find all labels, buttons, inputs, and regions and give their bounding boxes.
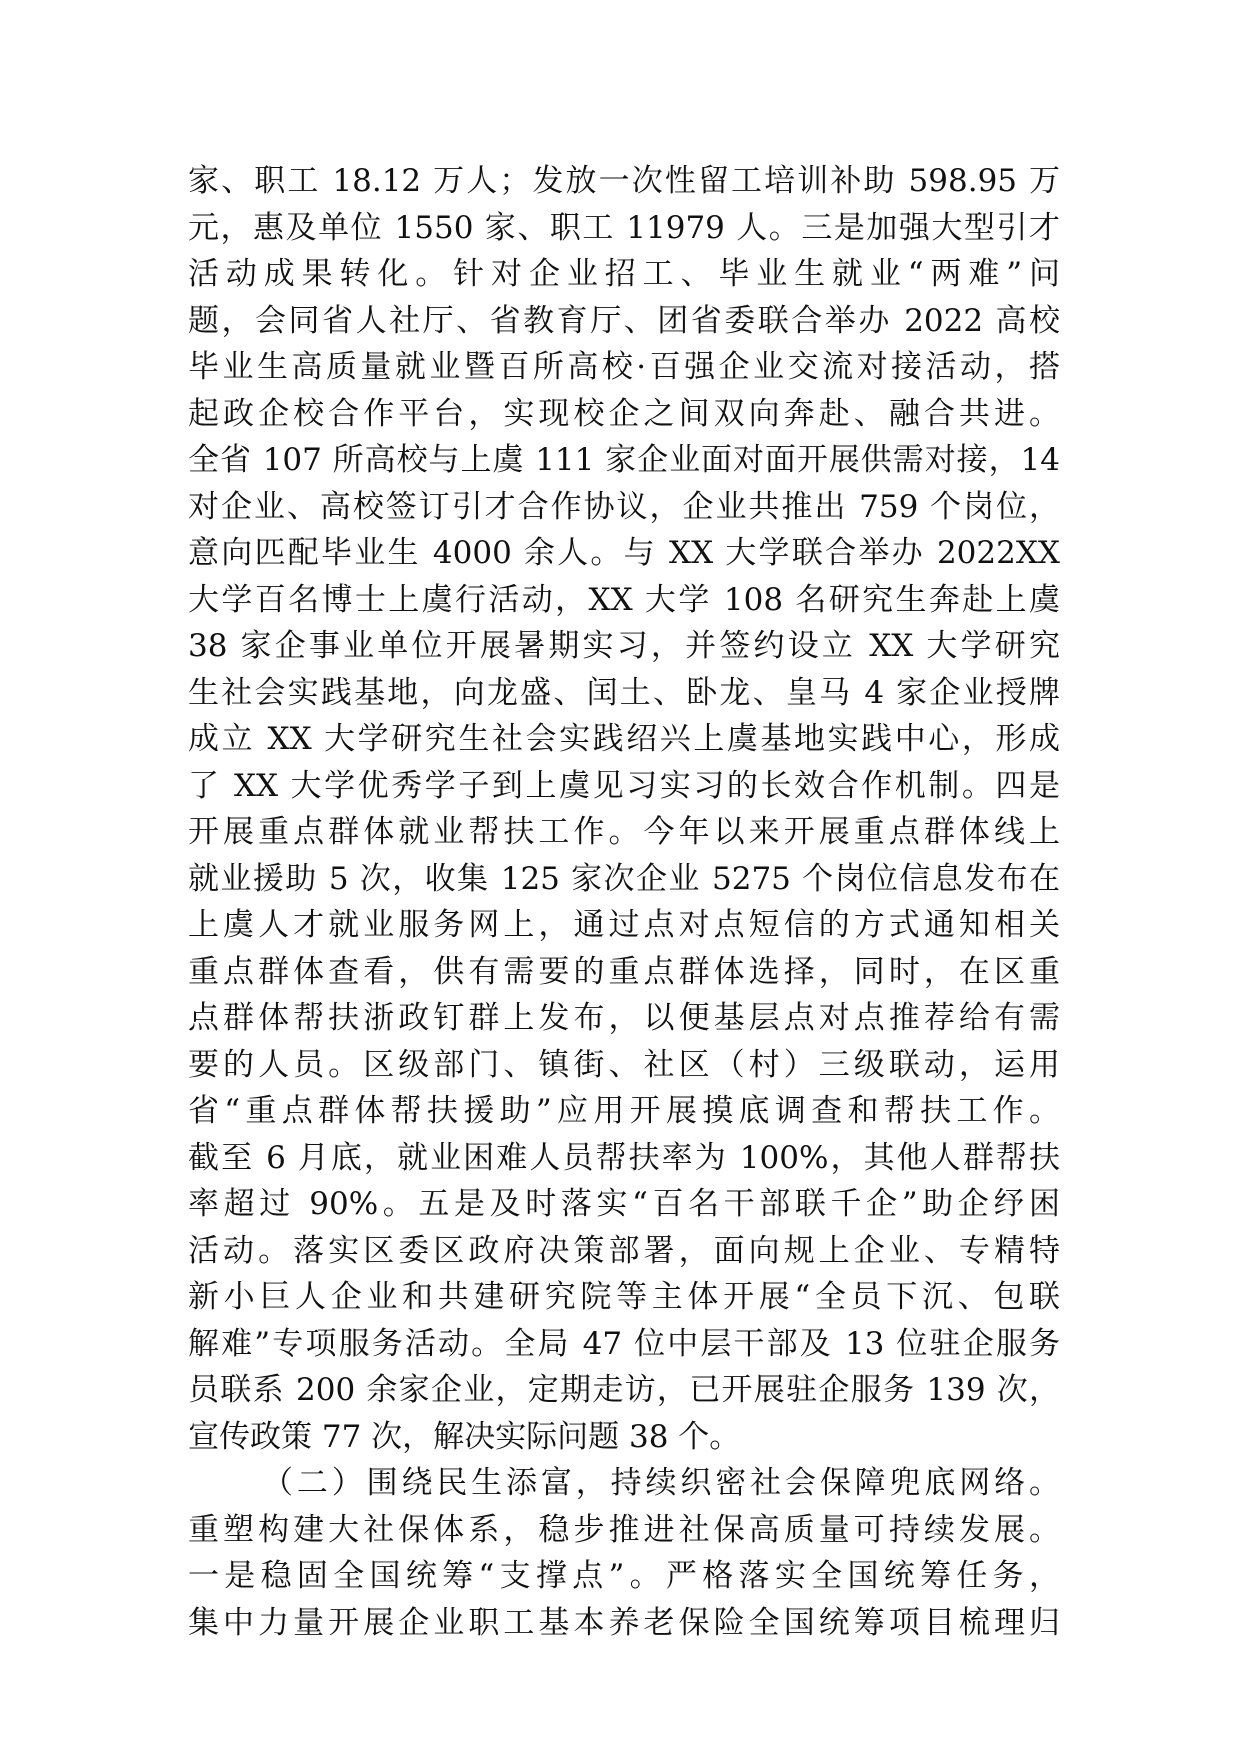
text-line: 一是稳固全国统筹“支撑点”。严格落实全国统筹任务， [188, 1558, 1060, 1594]
text-line: 起政企校合作平台，实现校企之间双向奔赴、融合共进。 [188, 395, 1060, 432]
text-line: 了 XX 大学优秀学子到上虞见习实习的长效合作机制。四是 [188, 767, 1060, 804]
text-line: 省“重点群体帮扶援助”应用开展摸底调查和帮扶工作。 [188, 1093, 1060, 1129]
text-line: 大学百名博士上虞行活动，XX 大学 108 名研究生奔赴上虞 [188, 581, 1060, 618]
text-line: 上虞人才就业服务网上，通过点对点短信的方式通知相关 [188, 907, 1060, 943]
text-line: 对企业、高校签订引才合作协议，企业共推出 759 个岗位， [188, 488, 1060, 525]
text-line: 员联系 200 余家企业，定期走访，已开展驻企服务 139 次， [188, 1372, 1060, 1408]
body-text [188, 158, 1060, 1646]
text-line: 生社会实践基地，向龙盛、闰土、卧龙、皇马 4 家企业授牌 [188, 674, 1060, 711]
text-line: 家、职工 18.12 万人；发放一次性留工培训补助 598.95 万 [188, 163, 1060, 199]
text-line: 成立 XX 大学研究生社会实践绍兴上虞基地实践中心，形成 [188, 721, 1060, 757]
text-line: 38 家企事业单位开展暑期实习，并签约设立 XX 大学研究 [188, 628, 1060, 664]
text-line: 意向匹配毕业生 4000 余人。与 XX 大学联合举办 2022XX [188, 535, 1060, 571]
text-line: 要的人员。区级部门、镇街、社区（村）三级联动，运用 [188, 1046, 1060, 1083]
text-line: 重塑构建大社保体系，稳步推进社保高质量可持续发展。 [188, 1511, 1060, 1548]
text-line: 重点群体查看，供有需要的重点群体选择，同时，在区重 [188, 953, 1060, 990]
text-line: 集中力量开展企业职工基本养老保险全国统筹项目梳理归 [188, 1604, 1060, 1641]
text-line: 题，会同省人社厅、省教育厅、团省委联合举办 2022 高校 [188, 302, 1060, 339]
text-line: 截至 6 月底，就业困难人员帮扶率为 100%，其他人群帮扶 [188, 1139, 1060, 1176]
text-line: 元，惠及单位 1550 家、职工 11979 人。三是加强大型引才 [188, 209, 1060, 246]
text-line: 活动成果转化。针对企业招工、毕业生就业“两难”问 [188, 256, 1060, 292]
text-line: 开展重点群体就业帮扶工作。今年以来开展重点群体线上 [188, 814, 1060, 850]
section-heading-line: （二）围绕民生添富，持续织密社会保障兜底网络。 [262, 1465, 1060, 1501]
text-line: 就业援助 5 次，收集 125 家次企业 5275 个岗位信息发布在 [188, 860, 1060, 897]
text-line: 活动。落实区委区政府决策部署，面向规上企业、专精特 [188, 1232, 1060, 1269]
text-line: 新小巨人企业和共建研究院等主体开展“全员下沉、包联 [188, 1279, 1060, 1315]
text-line: 率超过 90%。五是及时落实“百名干部联千企”助企纾困 [188, 1186, 1060, 1222]
text-line: 点群体帮扶浙政钉群上发布，以便基层点对点推荐给有需 [188, 1000, 1060, 1036]
text-line: 全省 107 所高校与上虞 111 家企业面对面开展供需对接，14 [188, 442, 1060, 478]
text-line: 解难”专项服务活动。全局 47 位中层干部及 13 位驻企服务 [188, 1325, 1060, 1362]
text-line: 宣传政策 77 次，解决实际问题 38 个。 [188, 1418, 741, 1455]
text-line: 毕业生高质量就业暨百所高校·百强企业交流对接活动，搭 [188, 349, 1060, 385]
